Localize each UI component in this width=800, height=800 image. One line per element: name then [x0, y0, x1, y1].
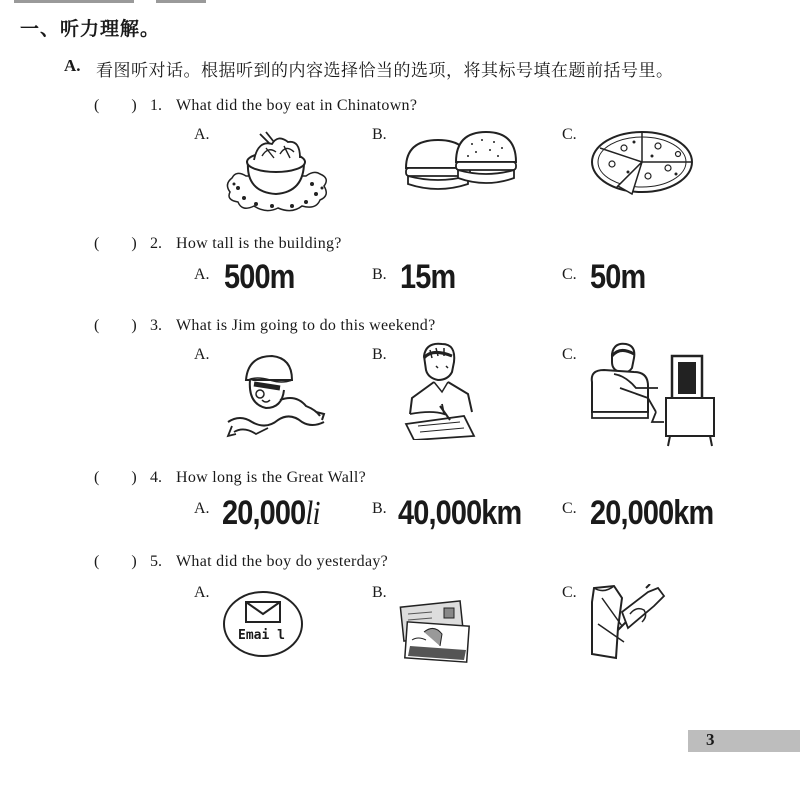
pizza-picture: [588, 128, 698, 198]
question-text: How tall is the building?: [176, 235, 342, 252]
option-label: A.: [194, 584, 210, 601]
option-value: 50m: [590, 258, 646, 296]
top-decor-bar: [156, 0, 206, 3]
section-title: 一、听力理解。: [20, 18, 161, 40]
question-4: [94, 464, 366, 487]
option-label: C.: [562, 266, 577, 283]
swimming-picture: [226, 350, 336, 440]
question-number: 5.: [150, 553, 162, 570]
bowl-of-food-picture: [222, 126, 332, 216]
option-unit: li: [305, 495, 320, 532]
email-icon: [222, 590, 304, 658]
question-number: 1.: [150, 97, 162, 114]
question-5: [94, 548, 388, 571]
hamburgers-picture: [402, 128, 522, 198]
question-number: 2.: [150, 235, 162, 252]
option-label: B.: [372, 500, 387, 517]
email-label: Emai l: [238, 628, 285, 643]
option-label: C.: [562, 584, 577, 601]
option-label: C.: [562, 126, 577, 143]
option-label: C.: [562, 500, 577, 517]
question-3: [94, 312, 436, 335]
option-value: 40,000km: [398, 494, 522, 532]
answer-blank[interactable]: ( ): [94, 317, 137, 334]
question-text: What is Jim going to do this weekend?: [176, 317, 436, 334]
question-text: How long is the Great Wall?: [176, 469, 367, 486]
option-label: A.: [194, 126, 210, 143]
email-picture: [222, 590, 304, 658]
option-value: 15m: [400, 258, 456, 296]
option-label: A.: [194, 266, 210, 283]
part-instruction: 看图听对话。根据听到的内容选择恰当的选项，将其标号填在题前括号里。: [96, 61, 674, 81]
option-label: A.: [194, 346, 210, 363]
option-label: C.: [562, 346, 577, 363]
question-2: [94, 230, 342, 253]
option-number: 20,000: [222, 494, 306, 532]
watching-tv-picture: [586, 342, 718, 448]
option-label: B.: [372, 584, 387, 601]
answer-blank[interactable]: ( ): [94, 553, 137, 570]
student-writing-picture: [402, 340, 482, 440]
question-text: What did the boy eat in Chinatown?: [176, 97, 418, 114]
page-number-tab: [688, 730, 800, 752]
answer-blank[interactable]: ( ): [94, 235, 137, 252]
option-value: 20,000km: [590, 494, 714, 532]
option-label: B.: [372, 266, 387, 283]
option-value: 500m: [224, 258, 295, 296]
hand-writing-picture: [588, 584, 668, 674]
question-1: [94, 92, 417, 115]
option-label: B.: [372, 126, 387, 143]
top-decor-bar: [14, 0, 134, 3]
answer-blank[interactable]: ( ): [94, 469, 137, 486]
part-label: A.: [64, 56, 81, 75]
postcards-picture: [398, 600, 472, 666]
page-number: 3: [706, 730, 715, 749]
question-text: What did the boy do yesterday?: [176, 553, 389, 570]
question-number: 4.: [150, 469, 162, 486]
option-label: A.: [194, 500, 210, 517]
answer-blank[interactable]: ( ): [94, 97, 137, 114]
option-label: B.: [372, 346, 387, 363]
question-number: 3.: [150, 317, 162, 334]
option-value: [222, 494, 320, 533]
